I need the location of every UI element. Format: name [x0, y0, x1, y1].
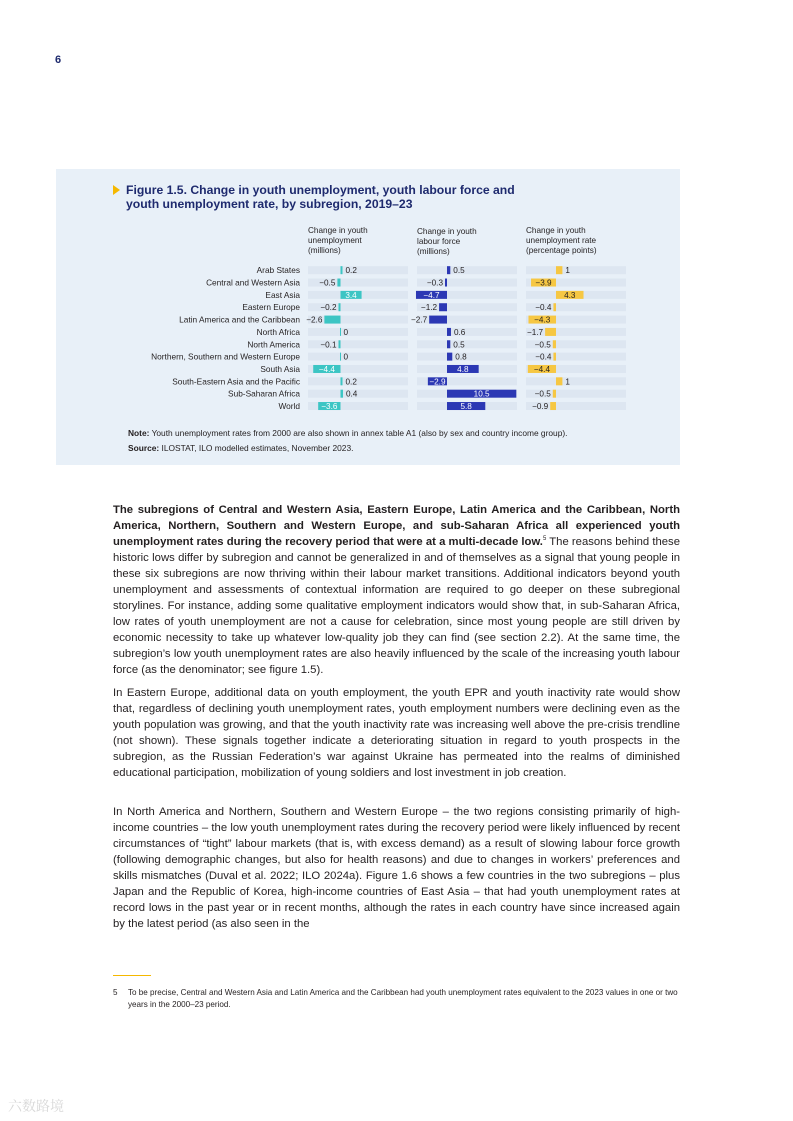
data-label: 4.8	[457, 364, 469, 374]
row-background	[417, 328, 517, 336]
data-label: 4.3	[564, 290, 576, 300]
bar	[553, 340, 556, 348]
category-label: East Asia	[265, 289, 300, 300]
figure-title-line1: Figure 1.5. Change in youth unemployment, youth labour force and	[126, 183, 515, 197]
bar	[553, 390, 556, 398]
row-background	[417, 353, 517, 361]
data-label: 0.8	[455, 352, 467, 362]
bar	[339, 340, 341, 348]
footnote-divider	[113, 975, 151, 976]
data-label: 5.8	[460, 402, 472, 412]
bar	[341, 390, 343, 398]
footnote	[113, 987, 680, 1011]
category-label: North Africa	[256, 326, 300, 337]
footnote-number: 5	[113, 988, 118, 997]
bar	[324, 316, 340, 324]
footnote-text: To be precise, Central and Western Asia and Latin America and the Caribbean had youth unemployment rates equivalent to the 2023 values in one or two years in the 2000–23 period.	[128, 988, 678, 1009]
bar	[337, 279, 340, 287]
data-label: −0.5	[319, 278, 336, 288]
data-label: 0.4	[345, 389, 358, 399]
row-background	[308, 328, 408, 336]
data-label: −4.7	[423, 290, 440, 300]
bar	[447, 328, 451, 336]
data-label: −0.1	[320, 340, 337, 350]
column-head-labour-force: Change in youth labour force (millions)	[417, 227, 477, 256]
row-background	[417, 266, 517, 274]
category-label: South-Eastern Asia and the Pacific	[172, 376, 300, 387]
data-label: −0.4	[535, 303, 552, 313]
data-label: −4.4	[533, 364, 551, 374]
bar	[341, 377, 343, 385]
category-label: Latin America and the Caribbean	[179, 314, 300, 325]
row-background	[308, 353, 408, 361]
row-background	[308, 377, 408, 385]
data-label: −4.3	[534, 315, 551, 325]
figure-1-5-chart	[0, 0, 793, 470]
data-label: −3.6	[321, 402, 338, 412]
category-label: Eastern Europe	[242, 302, 300, 313]
data-label: −2.9	[429, 377, 446, 387]
data-label: 10.5	[473, 389, 490, 399]
data-label: −0.3	[426, 278, 443, 288]
data-label: 0.2	[345, 377, 357, 387]
data-label: −1.2	[420, 303, 438, 313]
page-number: 6	[55, 54, 62, 66]
data-label: −3.9	[535, 278, 552, 288]
figure-title-line2: youth unemployment rate, by subregion, 2019–23	[126, 197, 413, 211]
data-label: −0.5	[534, 389, 551, 399]
category-label: Northern, Southern and Western Europe	[151, 351, 300, 362]
category-label: Arab States	[256, 265, 300, 276]
category-label: Central and Western Asia	[206, 277, 300, 288]
bar	[341, 266, 343, 274]
bar	[439, 303, 447, 311]
row-background	[526, 377, 626, 385]
figure-source: Source: ILOSTAT, ILO modelled estimates, November 2023.	[128, 443, 354, 453]
bar	[429, 316, 447, 324]
data-label: 0.6	[453, 327, 466, 337]
data-label: 0	[343, 327, 349, 337]
bar	[545, 328, 556, 336]
data-label: 0.2	[345, 266, 357, 276]
bar	[550, 402, 556, 410]
data-label: 0.5	[453, 340, 465, 350]
paragraph-1: The subregions of Central and Western Asia, Eastern Europe, Latin America and the Caribbean, North America, Northern, Southern and Western Europe, and sub-Saharan Africa all experienced youth unemployment rates during the recovery period that were at a multi-decade low.$^5$ The reasons behind these historic lows differ by subregion and cannot be generalized in and of themselves as a signal that young people in these six subregions are now thriving within their labour market transitions. Additional indicators beyond youth unemployment and assessments of contextual information are required to go deeper on these subregional storylines. For instance, adding some qualitative employment indicators would show that, in sub-Saharan Africa, low rates of youth unemployment are not a cause for celebration, since most young people are still driven by economic necessity to take up whatever low-quality job they can find (see section 2.2). At the same time, the subregion’s low youth unemployment rates are also heavily influenced by the scale of the increasing youth labour force (as the denominator; see figure 1.5).	[113, 504, 680, 676]
row-background	[308, 266, 408, 274]
figure-note: Note: Youth unemployment rates from 2000 are also shown in annex table A1 (also by sex and country income group).	[128, 428, 568, 438]
category-label: South Asia	[260, 363, 300, 374]
row-background	[417, 340, 517, 348]
data-label: 3.4	[345, 290, 357, 300]
row-background	[526, 266, 626, 274]
bar	[447, 353, 452, 361]
data-label: −1.7	[526, 327, 544, 337]
data-label: 1	[565, 266, 570, 276]
bar	[556, 377, 562, 385]
row-background	[308, 390, 408, 398]
category-label: World	[278, 401, 300, 412]
data-label: 1	[565, 377, 570, 387]
paragraph-2: In Eastern Europe, additional data on youth employment, the youth EPR and youth inactivity rate would show that, regardless of declining youth unemployment rates, youth employment numbers were declining even as the youth population was growing, and that the youth inactivity rate was increasing well above the pre-crisis trendline (not shown). These signals together indicate a deteriorating situation in regard to youth prospects in the subregion, as the Russian Federation’s war against Ukraine has permeated into the realms of diminished educational participation, mobilization of young soldiers and lost investment in job creation.	[113, 687, 680, 779]
bar	[445, 279, 447, 287]
bar	[553, 303, 556, 311]
bar	[553, 353, 556, 361]
data-label: −4.4	[318, 364, 335, 374]
data-label: −0.5	[534, 340, 551, 350]
paragraph-3: In North America and Northern, Southern and Western Europe – the two regions consisting primarily of high-income countries – the low youth unemployment rates during the recovery period were likely influenced by recent circumstances of “tight” labour markets (that is, with excess demand) as a result of slowing labour force growth (following demographic changes, but also for health reasons) and due to changes in workers’ preferences and skills mismatches (Duval et al. 2022; ILO 2024a). Figure 1.6 shows a few countries in the two subregions – plus Japan and the Republic of Korea, high-income countries of East Asia – that had youth unemployment rates at record lows in the past year or in recent months, although the rates in each country have since increased again by the latest period (as also seen in the	[113, 806, 680, 930]
category-label: Sub-Saharan Africa	[228, 388, 300, 399]
bar	[447, 266, 450, 274]
bar	[339, 303, 341, 311]
watermark-logo: 六数路境	[8, 1098, 64, 1114]
category-label: North America	[247, 339, 300, 350]
data-label: −0.4	[535, 352, 552, 362]
column-head-unemployment-rate: Change in youth unemployment rate (percentage points)	[526, 226, 597, 255]
data-label: −2.7	[411, 315, 428, 325]
row-background	[308, 316, 408, 324]
data-label: −0.9	[532, 402, 549, 412]
data-label: −0.2	[320, 303, 337, 313]
data-label: 0	[343, 352, 349, 362]
data-label: −2.6	[306, 315, 323, 325]
column-head-unemployment: Change in youth unemployment (millions)	[308, 226, 368, 255]
data-label: 0.5	[453, 266, 465, 276]
bar	[556, 266, 562, 274]
bar	[447, 340, 450, 348]
